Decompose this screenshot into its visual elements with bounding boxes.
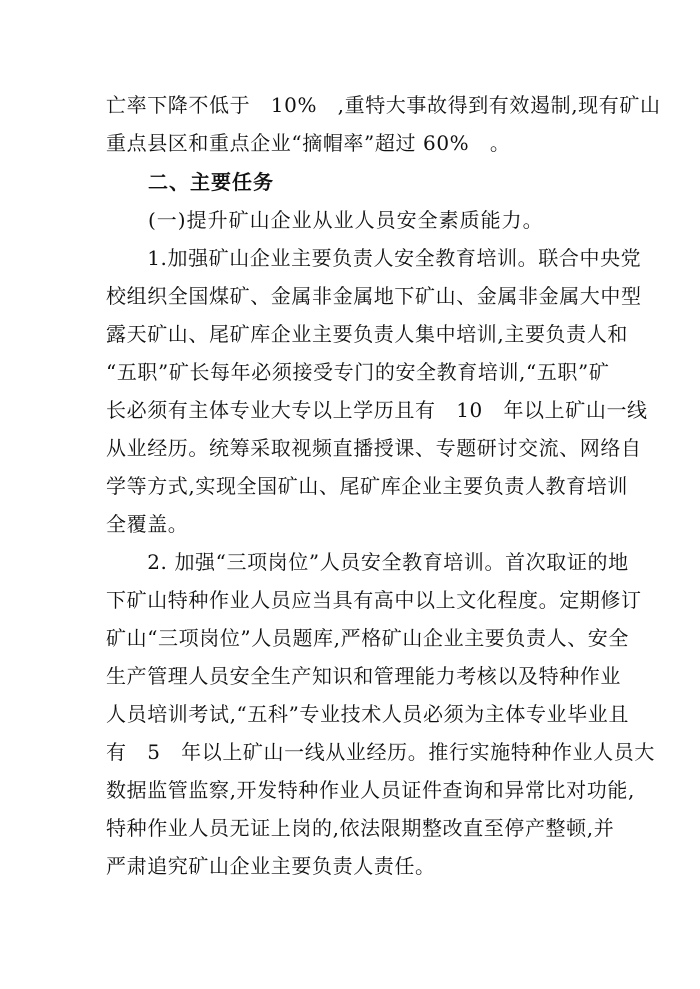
body-line: 特种作业人员无证上岗的,依法限期整改直至停产整顿,并 xyxy=(106,816,615,840)
section-heading: 二、主要任务 xyxy=(106,170,274,194)
body-line: 有 5 年以上矿山一线从业经历。推行实施特种作业人员大 xyxy=(106,740,655,764)
body-line: 亡率下降不低于 10% ,重特大事故得到有效遏制,现有矿山 xyxy=(106,93,661,117)
body-line: 数据监管监察,开发特种作业人员证件查询和异常比对功能, xyxy=(106,778,635,802)
body-line: 严肃追究矿山企业主要负责人责任。 xyxy=(106,854,436,878)
body-line: 校组织全国煤矿、金属非金属地下矿山、金属非金属大中型 xyxy=(106,284,642,308)
body-line: 长必须有主体专业大专以上学历且有 10 年以上矿山一线 xyxy=(106,398,648,422)
body-line: “五职”矿长每年必须接受专门的安全教育培训,“五职”矿 xyxy=(106,360,610,384)
body-line: 露天矿山、尾矿库企业主要负责人集中培训,主要负责人和 xyxy=(106,322,628,346)
body-line: 人员培训考试,“五科”专业技术人员必须为主体专业毕业且 xyxy=(106,702,630,726)
body-line: 学等方式,实现全国矿山、尾矿库企业主要负责人教育培训 xyxy=(106,474,628,498)
body-line: 2. 加强“三项岗位”人员安全教育培训。首次取证的地 xyxy=(106,550,629,574)
body-line: 矿山“三项岗位”人员题库,严格矿山企业主要负责人、安全 xyxy=(106,626,630,650)
body-line: 全覆盖。 xyxy=(106,512,189,536)
body-line: 1.加强矿山企业主要负责人安全教育培训。联合中央党 xyxy=(106,246,642,270)
subsection-heading: (一)提升矿山企业从业人员安全素质能力。 xyxy=(106,208,544,232)
body-line: 从业经历。统筹采取视频直播授课、专题研讨交流、网络自 xyxy=(106,436,642,460)
body-line: 下矿山特种作业人员应当具有高中以上文化程度。定期修订 xyxy=(106,588,642,612)
body-line: 重点县区和重点企业“摘帽率”超过 60% 。 xyxy=(106,131,511,155)
body-line: 生产管理人员安全生产知识和管理能力考核以及特种作业 xyxy=(106,664,621,688)
